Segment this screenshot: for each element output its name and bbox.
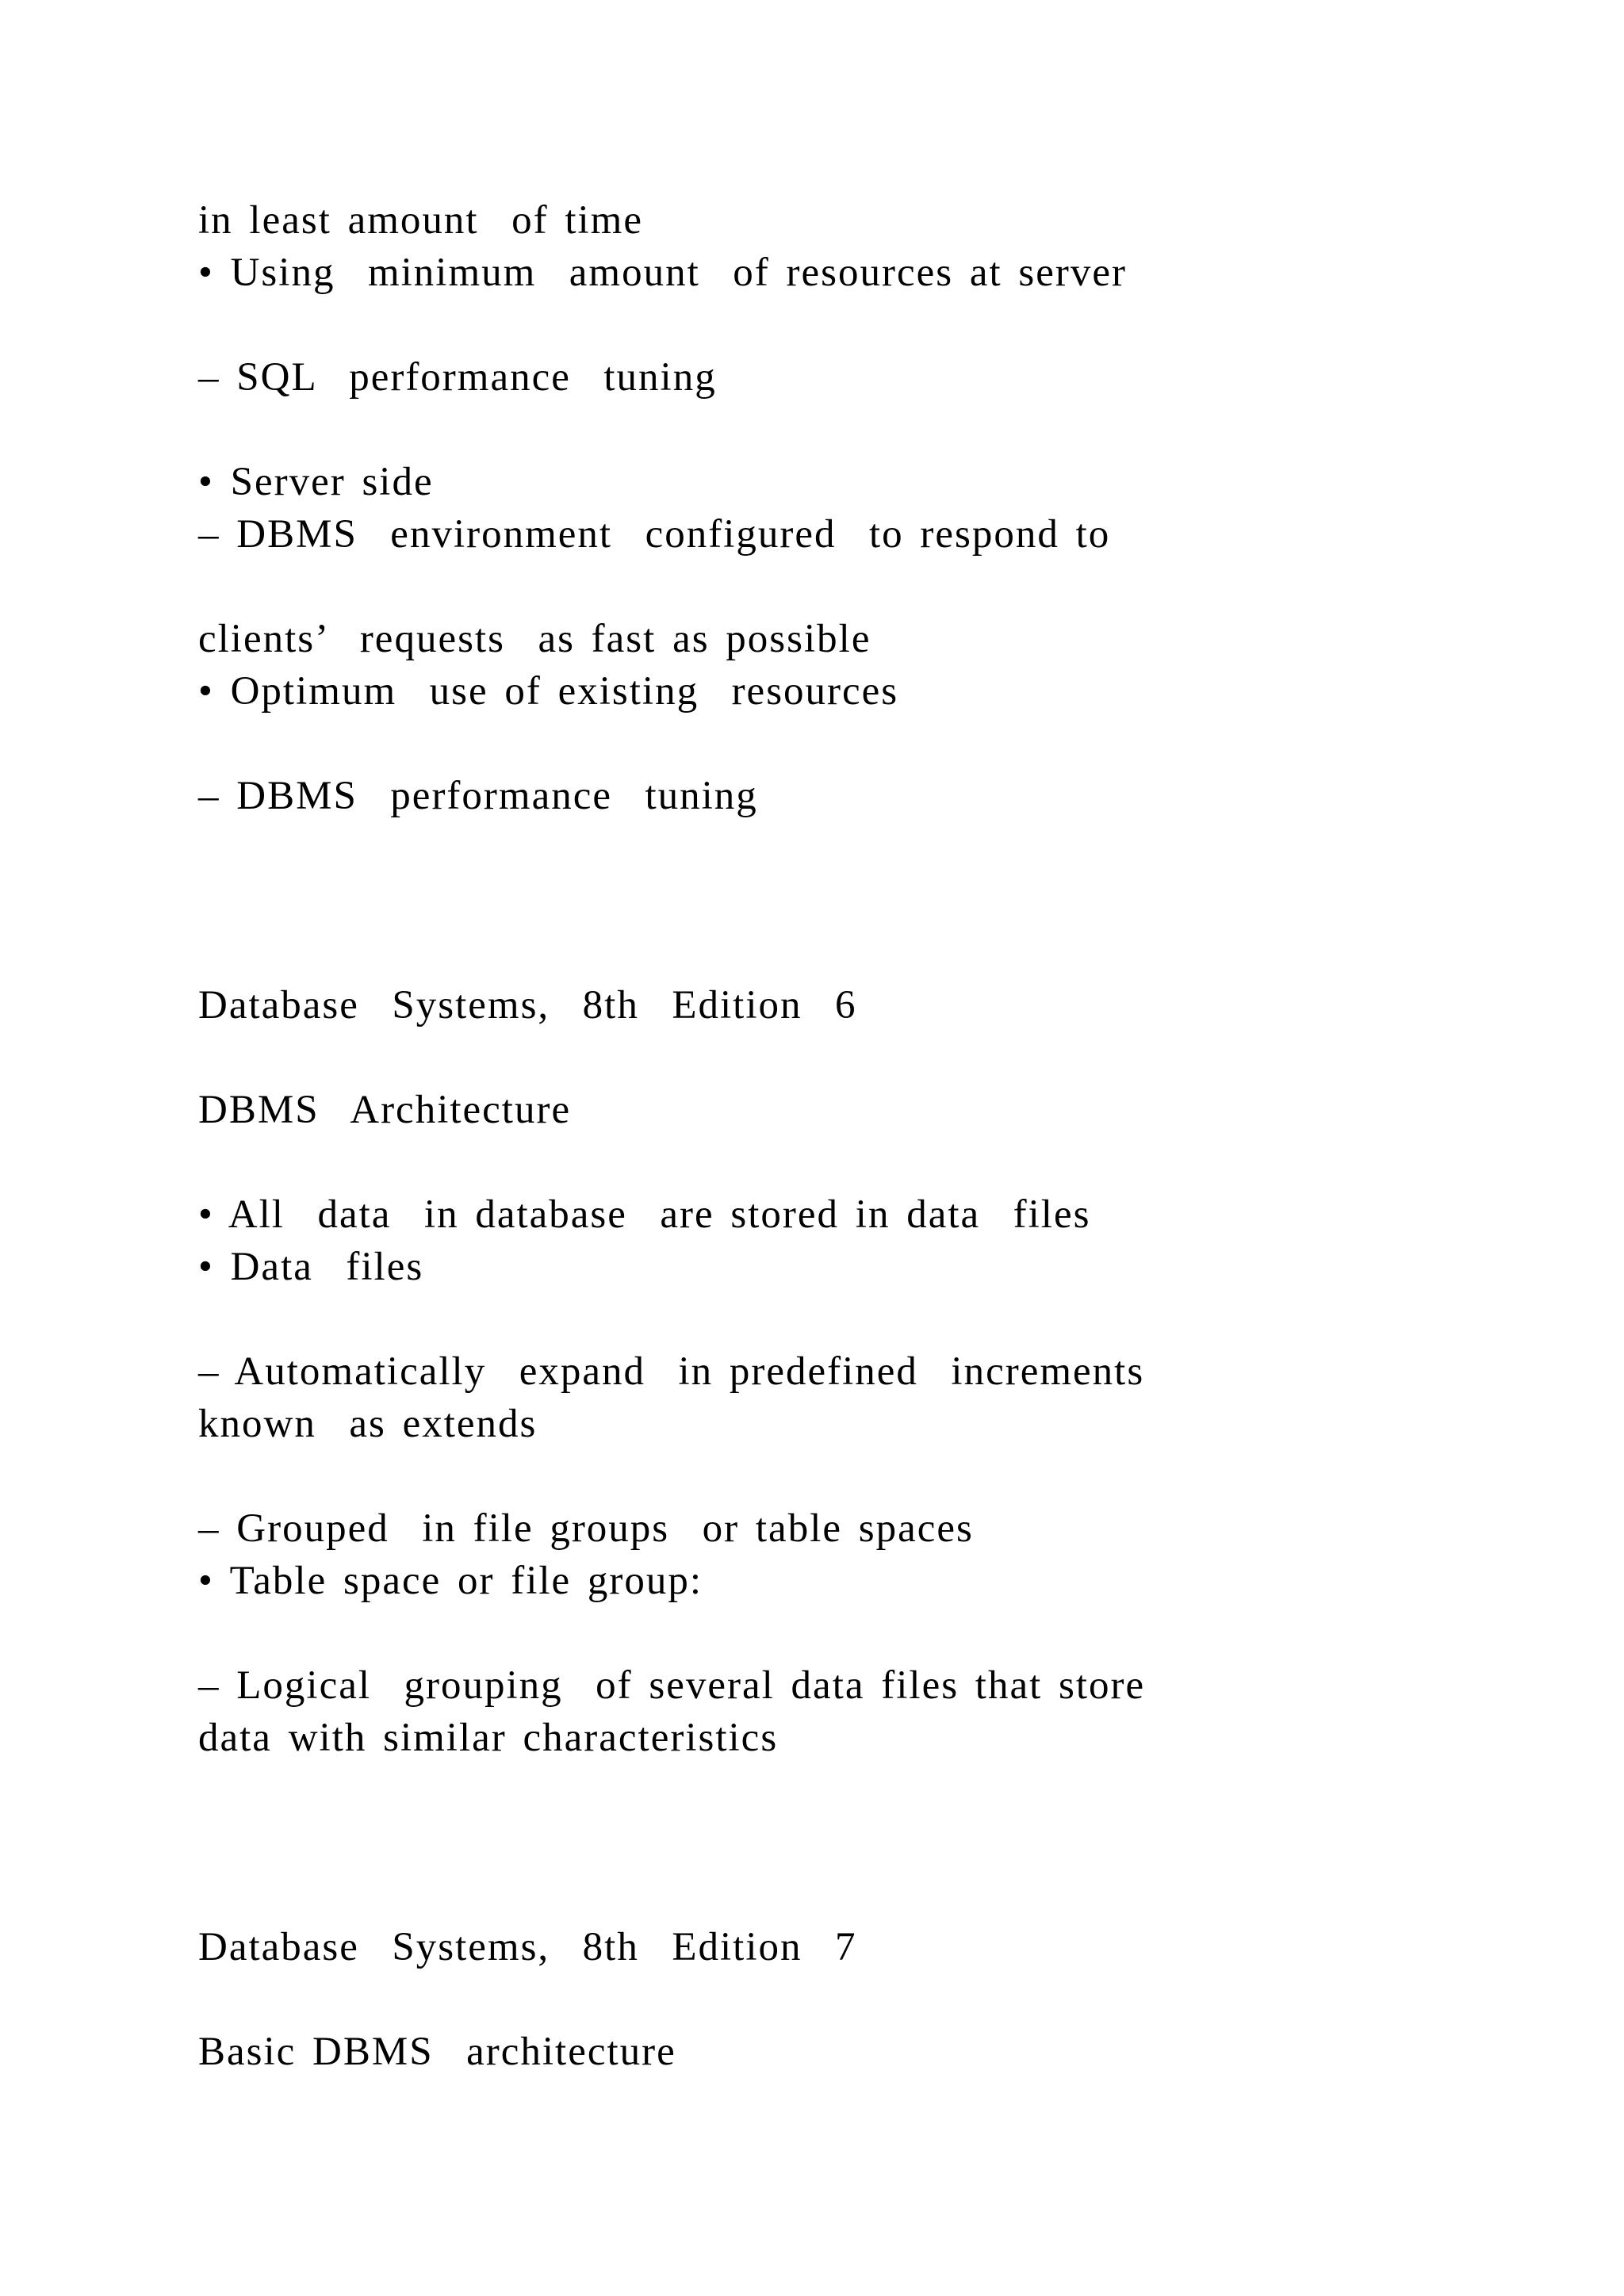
dash-line: – DBMS environment configured to respond to [198, 512, 1111, 557]
text-line: data with similar characteristics [198, 1716, 779, 1760]
dash-line: – DBMS performance tuning [198, 774, 758, 818]
bullet-line: • Using minimum amount of resources at server [198, 251, 1127, 295]
text-line: clients’ requests as fast as possible [198, 617, 871, 661]
dash-line: – Logical grouping of several data files that store [198, 1663, 1146, 1708]
slide-title: DBMS Architecture [198, 1088, 572, 1132]
dash-line: – Grouped in file groups or table spaces [198, 1506, 974, 1551]
text-line: in least amount of time [198, 198, 643, 243]
slide-footer: Database Systems, 8th Edition 6 [198, 983, 857, 1027]
text-line: known as extends [198, 1402, 538, 1446]
bullet-line: • All data in database are stored in data files [198, 1192, 1091, 1237]
dash-line: – Automatically expand in predefined increments [198, 1349, 1145, 1394]
bullet-line: • Optimum use of existing resources [198, 669, 899, 714]
bullet-line: • Server side [198, 460, 434, 504]
dash-line: – SQL performance tuning [198, 355, 717, 400]
bullet-line: • Data files [198, 1245, 424, 1289]
slide-footer: Database Systems, 8th Edition 7 [198, 1925, 857, 1969]
slide-title: Basic DBMS architecture [198, 2030, 676, 2074]
bullet-line: • Table space or file group: [198, 1559, 703, 1603]
